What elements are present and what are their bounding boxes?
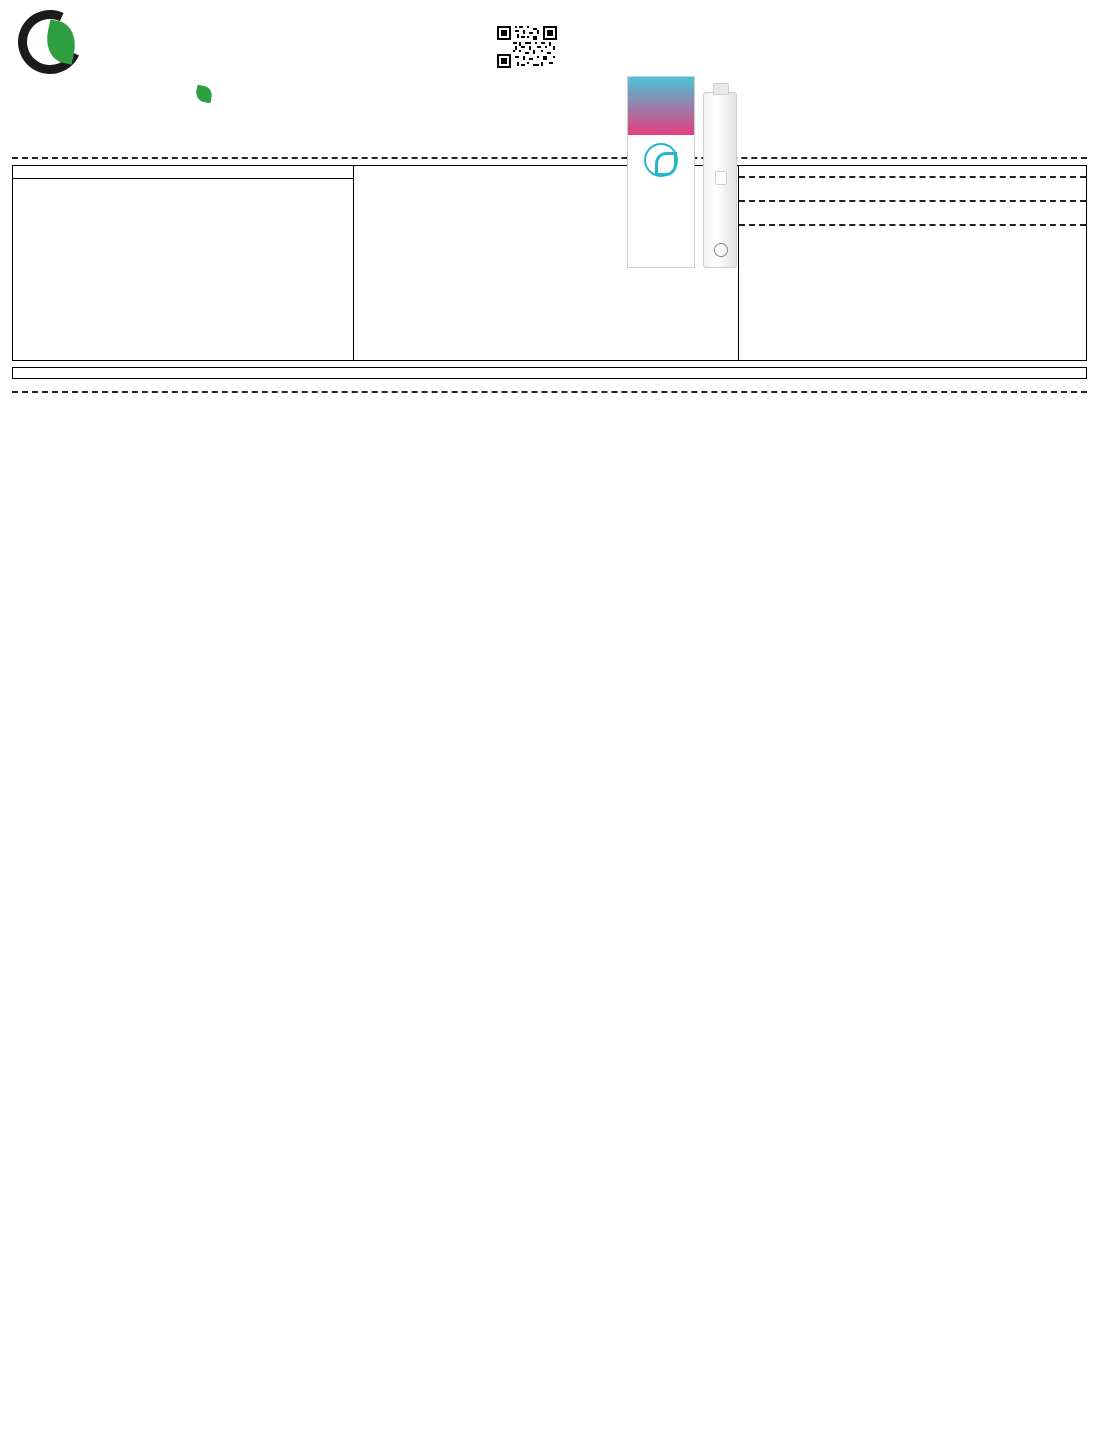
- terpenes-table: [13, 368, 1086, 378]
- report-meta: [692, 6, 1087, 10]
- terp-header-total-right: [898, 368, 1086, 378]
- terp-header-weight-left: [263, 368, 368, 378]
- pie-legend: [570, 178, 738, 184]
- lab-address: [362, 6, 692, 70]
- potency-table: [13, 166, 353, 179]
- report-header: [12, 0, 1087, 102]
- potency-header-result: [240, 166, 353, 178]
- potency-panel: [12, 165, 1087, 361]
- terpenes-panel: [12, 367, 1087, 379]
- qr-code: [495, 24, 559, 70]
- potency-chart: [354, 166, 739, 360]
- box-top-small: [628, 77, 694, 81]
- company-logo: [12, 6, 362, 102]
- terp-header-analyte-right: [548, 368, 798, 378]
- tentamus-badge: [52, 86, 362, 102]
- columbia-logo-icon: [12, 6, 86, 80]
- customer-block: [12, 110, 1087, 137]
- reported-note: [739, 226, 1086, 238]
- cbd-total-row: [739, 202, 1086, 224]
- terp-header-total-left: [368, 368, 548, 378]
- tentamus-leaf-icon: [195, 85, 214, 104]
- potency-header-analyte: [13, 166, 240, 178]
- accordance-line: [12, 1423, 1087, 1435]
- report-footer: [0, 1419, 1099, 1435]
- potency-pie-chart: [384, 192, 544, 360]
- divider: [12, 157, 1087, 159]
- thc-total-row: [739, 178, 1086, 200]
- terp-header-weight-right: [798, 368, 898, 378]
- divider-bottom: [12, 391, 1087, 393]
- terp-header-analyte-left: [13, 368, 263, 378]
